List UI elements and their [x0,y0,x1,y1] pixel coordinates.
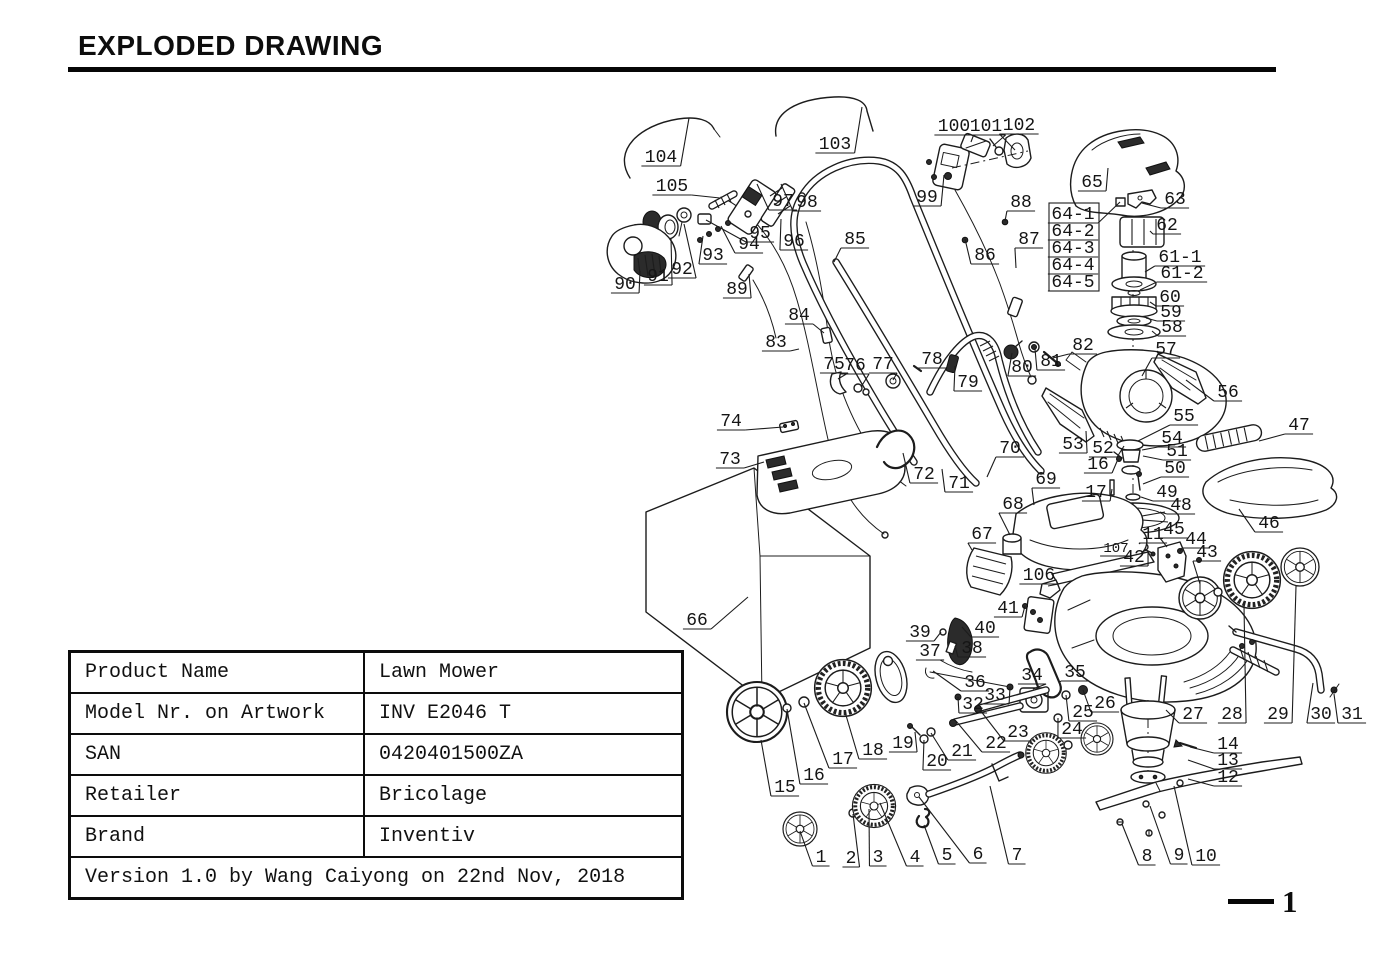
svg-text:64-5: 64-5 [1051,273,1095,293]
svg-text:11: 11 [1142,525,1164,545]
page-number: 1 [1282,884,1298,919]
svg-text:107: 107 [1103,541,1129,557]
hubcap-1 [783,812,817,846]
hubcap-29 [1281,548,1319,586]
row-value: INV E2046 T [364,693,683,734]
svg-text:56: 56 [1217,383,1239,403]
stator-60 [1111,297,1157,317]
svg-text:68: 68 [1002,495,1024,515]
lever-92 [677,208,691,236]
part-label-103 [815,107,862,155]
svg-text:93: 93 [702,246,724,266]
svg-text:84: 84 [788,306,810,326]
bracket-102 [1004,134,1031,167]
row-label: Brand [70,816,365,857]
svg-text:33: 33 [984,686,1006,706]
svg-text:104: 104 [644,148,678,168]
svg-text:53: 53 [1062,435,1084,455]
svg-text:61-2: 61-2 [1160,264,1204,284]
svg-text:55: 55 [1173,407,1195,427]
svg-text:83: 83 [765,333,787,353]
svg-text:63: 63 [1164,190,1186,210]
svg-text:34: 34 [1021,666,1043,686]
svg-text:101: 101 [969,117,1003,137]
svg-text:21: 21 [951,742,973,762]
svg-text:16: 16 [803,766,825,786]
svg-text:106: 106 [1022,566,1056,586]
svg-text:10: 10 [1195,847,1217,867]
svg-text:92: 92 [671,260,693,280]
svg-text:102: 102 [1002,116,1036,136]
rear-wheel-28 [1224,552,1281,609]
part-label-83 [762,333,799,353]
svg-text:9: 9 [1173,846,1185,866]
svg-text:81: 81 [1040,352,1062,372]
svg-text:7: 7 [1011,846,1023,866]
part-label-33 [981,686,1010,706]
svg-text:60: 60 [1159,288,1181,308]
spindle-stack [1110,440,1143,500]
part-label-50 [1143,459,1189,484]
part-label-31 [1334,694,1366,725]
svg-text:90: 90 [614,275,636,295]
svg-text:41: 41 [997,599,1019,619]
svg-text:50: 50 [1164,459,1186,479]
svg-text:77: 77 [872,355,894,375]
pin-89 [738,264,776,338]
svg-text:58: 58 [1161,318,1183,338]
row-label: Retailer [70,775,365,816]
part-label-6 [919,797,987,865]
svg-text:38: 38 [961,639,983,659]
interlock-99 [927,143,971,190]
row-label: Product Name [70,652,365,694]
svg-text:45: 45 [1163,520,1185,540]
svg-text:43: 43 [1196,543,1218,563]
svg-text:57: 57 [1155,340,1177,360]
svg-text:26: 26 [1094,694,1116,714]
svg-text:72: 72 [913,465,935,485]
table-row [70,652,683,694]
svg-text:66: 66 [686,611,708,631]
spring-105 [712,194,734,208]
svg-text:29: 29 [1267,705,1289,725]
row-value: Bricolage [364,775,683,816]
svg-text:1: 1 [815,848,827,868]
part-label-29 [1264,586,1296,725]
svg-text:18: 18 [862,741,884,761]
part-label-39 [906,623,941,643]
row-value: Lawn Mower [364,652,683,694]
svg-text:85: 85 [844,230,866,250]
part-label-104 [641,118,689,168]
svg-text:16: 16 [1087,455,1109,475]
part-label-5 [924,825,956,866]
axle-bracket-6 [907,786,929,805]
svg-text:6: 6 [972,845,984,865]
part-label-86 [965,239,999,266]
svg-text:23: 23 [1007,723,1029,743]
part-label-32 [958,695,987,715]
svg-text:64-2: 64-2 [1051,222,1095,242]
svg-text:8: 8 [1141,847,1153,867]
svg-text:22: 22 [985,734,1007,754]
part-label-106 [1019,566,1058,586]
svg-text:44: 44 [1185,530,1207,550]
svg-text:99: 99 [916,188,938,208]
svg-text:69: 69 [1035,470,1057,490]
svg-text:75: 75 [823,355,845,375]
svg-text:36: 36 [964,673,986,693]
wheel-4 [852,784,895,827]
svg-text:103: 103 [818,135,852,155]
svg-text:62: 62 [1156,216,1178,236]
part-label-11 [1139,525,1167,545]
svg-text:24: 24 [1061,720,1083,740]
svg-text:95: 95 [749,224,771,244]
svg-text:32: 32 [962,695,984,715]
rotor-61 [1112,252,1156,296]
part-label-88 [1005,193,1035,221]
svg-text:87: 87 [1018,230,1040,250]
svg-text:88: 88 [1010,193,1032,213]
table-row [70,816,683,857]
svg-text:25: 25 [1072,703,1094,723]
svg-text:15: 15 [774,778,796,798]
svg-text:40: 40 [974,619,996,639]
wheel-plate-19 [870,648,912,706]
row-label: Model Nr. on Artwork [70,693,365,734]
part-label-24 [1058,718,1086,740]
svg-text:59: 59 [1160,303,1182,323]
svg-text:27: 27 [1182,705,1204,725]
svg-text:78: 78 [921,350,943,370]
svg-text:19: 19 [892,734,914,754]
svg-text:52: 52 [1092,439,1114,459]
part-label-93 [699,236,727,266]
part-label-53 [1059,431,1087,455]
svg-text:35: 35 [1064,663,1086,683]
washer-17 [799,697,809,707]
part-label-105 [652,177,720,198]
svg-text:2: 2 [845,849,857,869]
table-footer-row [70,857,683,899]
table-row [70,775,683,816]
table-row [70,693,683,734]
part-label-79 [954,366,982,393]
part-label-67 [968,525,996,550]
svg-text:39: 39 [909,623,931,643]
part-label-9 [1150,806,1188,866]
svg-text:31: 31 [1341,705,1363,725]
part-label-19 [889,732,917,754]
part-label-2 [842,814,859,869]
svg-text:82: 82 [1072,336,1094,356]
svg-text:3: 3 [872,848,884,868]
part-label-34 [1018,666,1046,689]
svg-text:42: 42 [1123,548,1145,568]
hook-5 [917,809,930,827]
part-label-37 [916,642,944,662]
svg-text:105: 105 [655,177,689,197]
svg-text:4: 4 [909,848,921,868]
wheel-mid-right [1081,723,1113,755]
svg-text:70: 70 [999,439,1021,459]
screw-101 [990,139,1003,155]
version-note: Version 1.0 by Wang Caiyong on 22nd Nov, 2018 [70,857,683,899]
chute-67 [967,548,1012,595]
part-label-25 [1066,695,1097,723]
svg-text:46: 46 [1258,514,1280,534]
page-title: EXPLODED DRAWING [78,30,384,61]
row-value: Inventiv [364,816,683,857]
wheel-mid-left [1026,733,1067,774]
svg-text:20: 20 [926,752,948,772]
hubcap-15 [727,682,787,742]
svg-text:94: 94 [738,235,760,255]
row-value: 0420401500ZA [364,734,683,775]
svg-text:28: 28 [1221,705,1243,725]
part-label-74 [717,412,783,432]
svg-text:91: 91 [647,267,669,287]
info-table [68,650,684,900]
wheel-18 [815,660,872,717]
pipe-68 [1003,534,1021,554]
svg-text:98: 98 [796,193,818,213]
part-label-16 [787,709,828,786]
svg-text:79: 79 [957,373,979,393]
svg-text:49: 49 [1156,483,1178,503]
clip-74 [779,420,798,433]
svg-text:37: 37 [919,642,941,662]
svg-text:51: 51 [1166,442,1188,462]
blade-bolt-14 [1174,740,1196,748]
part-label-73 [716,450,764,470]
svg-text:73: 73 [719,450,741,470]
svg-text:17: 17 [832,750,854,770]
svg-text:86: 86 [974,246,996,266]
svg-text:89: 89 [726,280,748,300]
part-label-85 [834,230,869,262]
svg-text:96: 96 [783,232,805,252]
part-label-20 [923,740,951,772]
svg-text:67: 67 [971,525,993,545]
part-label-81 [1035,349,1065,372]
svg-text:12: 12 [1217,768,1239,788]
svg-text:64-4: 64-4 [1051,256,1095,276]
washer-24 [1064,741,1072,749]
table-row [70,734,683,775]
svg-text:97: 97 [772,192,794,212]
part-label-41 [994,599,1025,619]
svg-text:5: 5 [941,846,953,866]
blade-12 [1096,757,1302,810]
svg-text:30: 30 [1310,705,1332,725]
part-label-90 [611,271,640,295]
rear-cover-46 [1203,458,1337,519]
svg-text:65: 65 [1081,173,1103,193]
part-label-35 [1060,663,1089,683]
part-label-64-5 [1048,273,1098,293]
washer-rear [1214,588,1222,596]
plate-58 [1108,325,1160,339]
part-label-78 [917,350,946,370]
svg-text:17: 17 [1085,483,1107,503]
row-label: SAN [70,734,365,775]
svg-text:100: 100 [937,117,971,137]
svg-text:80: 80 [1011,358,1033,378]
svg-text:71: 71 [948,474,970,494]
part-label-47 [1259,416,1313,441]
part-label-7 [990,786,1026,866]
part-label-87 [1015,230,1043,268]
svg-text:13: 13 [1217,751,1239,771]
svg-text:74: 74 [720,412,742,432]
svg-text:61-1: 61-1 [1158,248,1202,268]
svg-text:48: 48 [1170,496,1192,516]
svg-text:14: 14 [1217,735,1239,755]
part-label-70 [987,439,1024,477]
svg-text:64-3: 64-3 [1051,239,1095,259]
footer-rule [1228,899,1274,904]
part-label-42 [1120,548,1148,568]
svg-text:76: 76 [844,356,866,376]
svg-text:47: 47 [1288,416,1310,436]
svg-text:64-1: 64-1 [1051,205,1095,225]
svg-text:54: 54 [1161,429,1183,449]
